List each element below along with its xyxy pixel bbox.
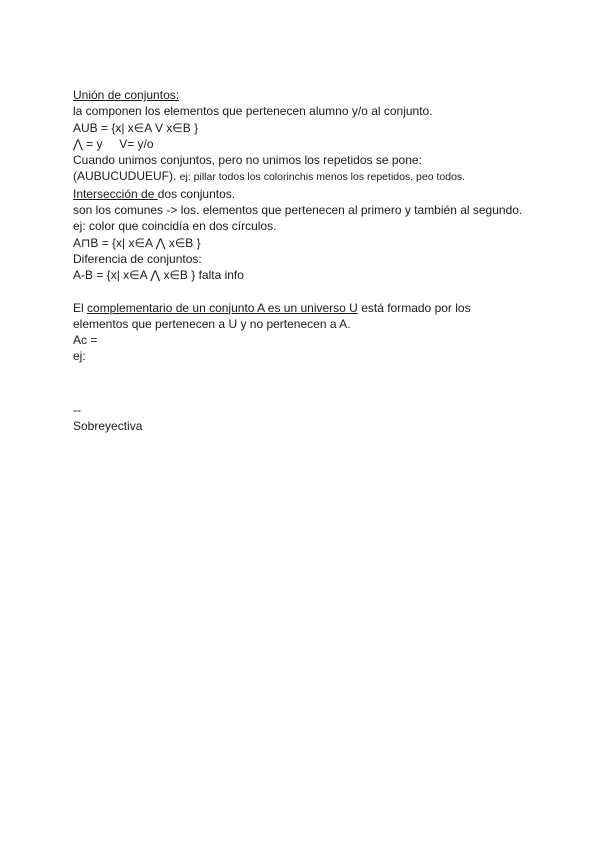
intersection-formula: A⊓B = {x| x∈A ⋀ x∈B } xyxy=(73,235,201,250)
complement-start: El xyxy=(73,300,88,315)
difference-formula: A-B = {x| x∈A ⋀ x∈B } falta info xyxy=(73,268,244,283)
union-description: la componen los elementos que pertenecen alumno y/o al conjunto. xyxy=(73,104,433,119)
union-formula: AUB = {x| x∈A V x∈B } xyxy=(73,120,199,135)
sobreyectiva-line: Sobreyectiva xyxy=(73,419,143,434)
intersection-example: ej: color que coincidía en dos círculos. xyxy=(73,219,277,234)
complement-line-2: elementos que pertenecen a U y no pertenecen a A. xyxy=(73,316,351,331)
example-line xyxy=(73,168,560,185)
example-main: (AUBUCUDUEUF). xyxy=(73,169,180,184)
blank-line xyxy=(73,284,560,300)
intersection-heading-line xyxy=(73,186,560,202)
ac-line: Ac = xyxy=(73,333,98,348)
complement-line-1 xyxy=(73,300,560,316)
blank-space xyxy=(73,365,560,402)
difference-heading: Diferencia de conjuntos: xyxy=(73,251,202,266)
complement-underlined: complementario de un conjunto A es un universo U xyxy=(87,300,358,315)
union-heading: Unión de conjuntos: xyxy=(73,88,180,102)
symbols-legend: ⋀ = y V= y/o xyxy=(73,136,154,151)
dashes-line: -- xyxy=(73,402,81,417)
intersection-heading: Intersección de xyxy=(73,186,158,201)
intersection-heading-rest: dos conjuntos. xyxy=(157,186,236,201)
repeated-elements-line: Cuando unimos conjuntos, pero no unimos los repetidos se pone: xyxy=(73,153,422,168)
intersection-description: son los comunes -> los. elementos que pertenecen al primero y también al segundo. xyxy=(73,203,523,218)
ej-line: ej: xyxy=(73,349,86,364)
complement-end: está formado por los xyxy=(357,300,471,315)
example-note: ej: pillar todos los colorinchis menos los repetidos, peo todos. xyxy=(179,171,466,184)
